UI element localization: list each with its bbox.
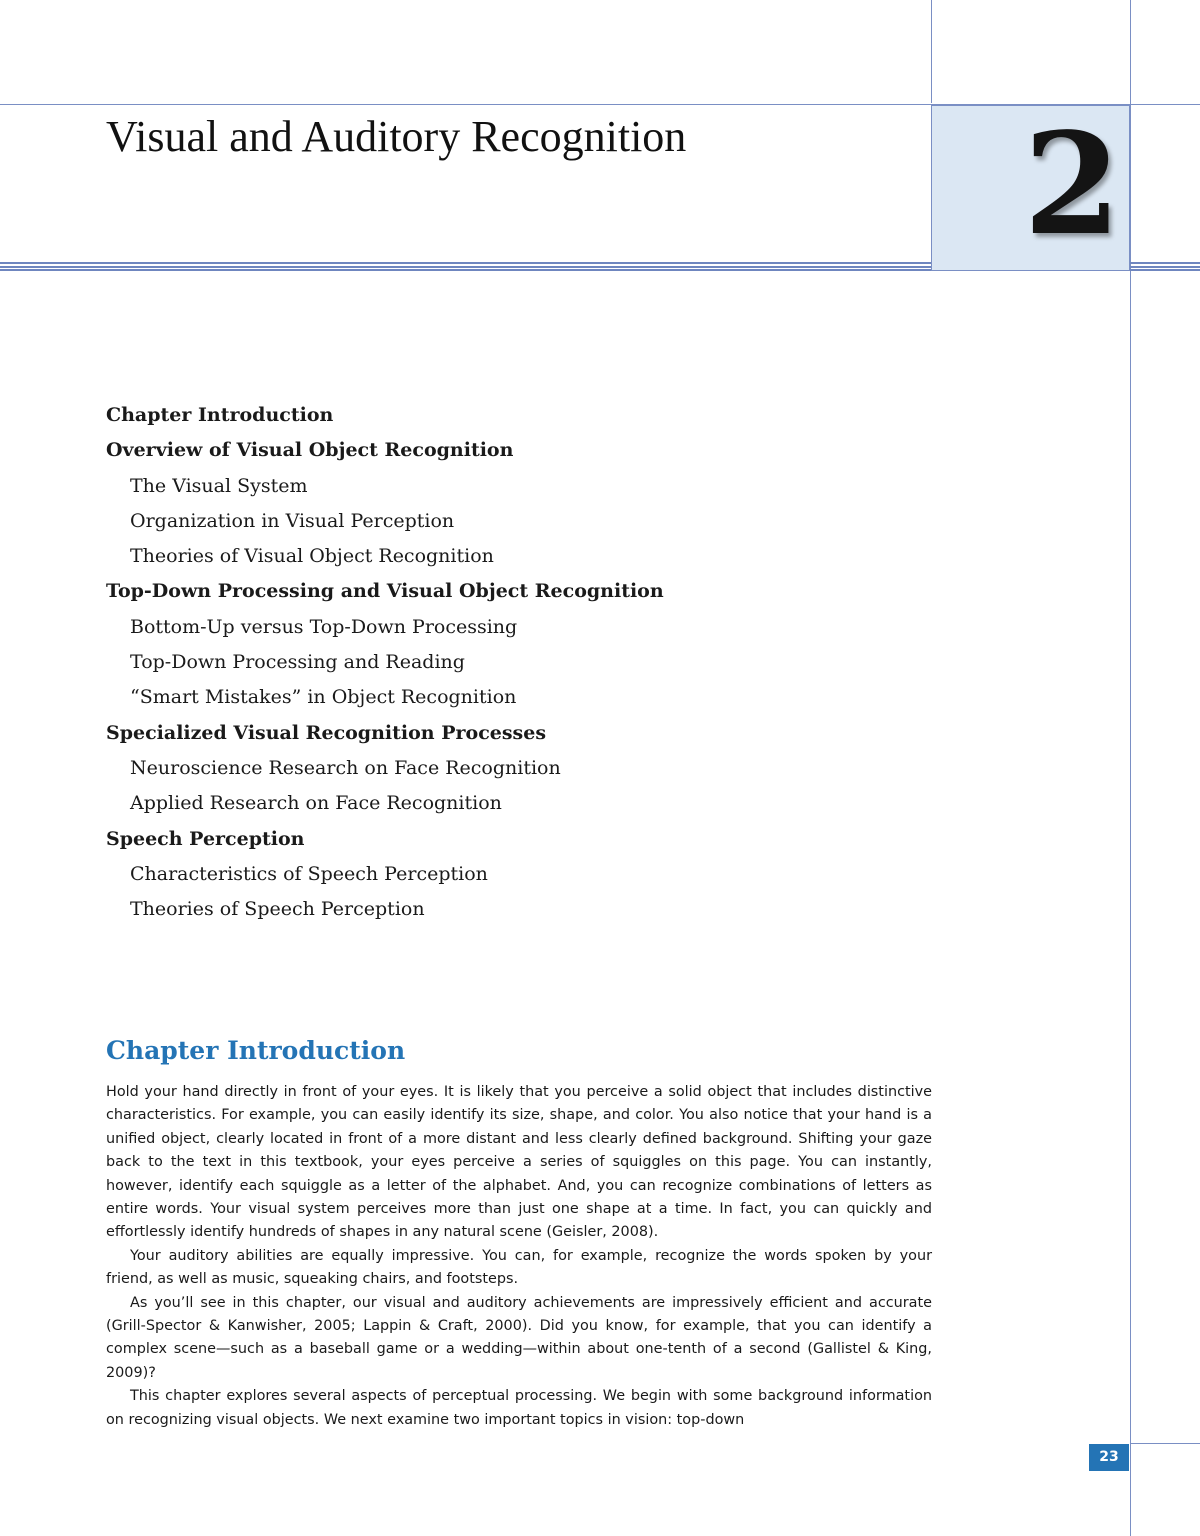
footer-rule <box>1130 1443 1200 1444</box>
margin-rule-vertical-left <box>931 0 932 103</box>
outline-item-specialized-visual-recognition: Specialized Visual Recognition Processes <box>106 721 547 744</box>
section-body <box>106 1081 932 1432</box>
outline-subitem-smart-mistakes: “Smart Mistakes” in Object Recognition <box>130 686 517 709</box>
section-heading: Chapter Introduction <box>106 1036 406 1065</box>
outline-subitem-theories-visual-object-recognition: Theories of Visual Object Recognition <box>130 545 494 568</box>
margin-rule-vertical-right <box>1130 0 1131 1536</box>
page-number: 23 <box>1089 1444 1129 1471</box>
outline-item-overview-visual-object-recognition: Overview of Visual Object Recognition <box>106 439 514 462</box>
chapter-title: Visual and Auditory Recognition <box>106 112 687 161</box>
outline-subitem-visual-system: The Visual System <box>130 474 308 497</box>
outline-subitem-characteristics-speech-perception: Characteristics of Speech Perception <box>130 862 488 885</box>
body-paragraph: Hold your hand directly in front of your eyes. It is likely that you perceive a solid object that includes distinctive characteristics. For example, you can easily identify its size, shape, and color. You also notice that your hand is a unified object, clearly located in front of a more distant and less clearly defined background. Shifting your gaze back to the text in this textbook, your eyes perceive a series of squiggles on this page. You can instantly, however, identify each squiggle as a letter of the alphabet. And, you can recognize combinations of letters as entire words. Your visual system perceives more than just one shape at a time. In fact, you can quickly and effortlessly identify hundreds of shapes in any natural scene (Geisler, 2008). <box>106 1084 932 1241</box>
chapter-outline <box>106 398 866 927</box>
outline-subitem-top-down-reading: Top-Down Processing and Reading <box>130 651 465 674</box>
outline-item-chapter-introduction: Chapter Introduction <box>106 404 334 426</box>
outline-item-speech-perception: Speech Perception <box>106 827 305 850</box>
chapter-number: 2 <box>1023 103 1121 267</box>
outline-item-top-down-processing: Top-Down Processing and Visual Object Recognition <box>106 580 664 603</box>
body-paragraph: As you’ll see in this chapter, our visual and auditory achievements are impressively efficient and accurate (Grill-Spector & Kanwisher, 2005; Lappin & Craft, 2000). Did you know, for example, that you can identify a complex scene—such as a baseball game or a wedding—within about one-tenth of a second (Gallistel & King, 2009)? <box>106 1294 932 1381</box>
outline-subitem-applied-face-recognition: Applied Research on Face Recognition <box>130 792 502 815</box>
body-paragraph: This chapter explores several aspects of perceptual processing. We begin with some background information on recognizing visual objects. We next examine two important topics in vision: top-down <box>106 1388 932 1428</box>
outline-subitem-bottom-up-vs-top-down: Bottom-Up versus Top-Down Processing <box>130 615 518 638</box>
outline-subitem-organization-visual-perception: Organization in Visual Perception <box>130 509 455 532</box>
body-paragraph: Your auditory abilities are equally impressive. You can, for example, recognize the words spoken by your friend, as well as music, squeaking chairs, and footsteps. <box>106 1247 932 1288</box>
chapter-number-box <box>931 105 1130 271</box>
outline-subitem-neuroscience-face-recognition: Neuroscience Research on Face Recognition <box>130 756 561 779</box>
outline-subitem-theories-speech-perception: Theories of Speech Perception <box>130 898 425 921</box>
